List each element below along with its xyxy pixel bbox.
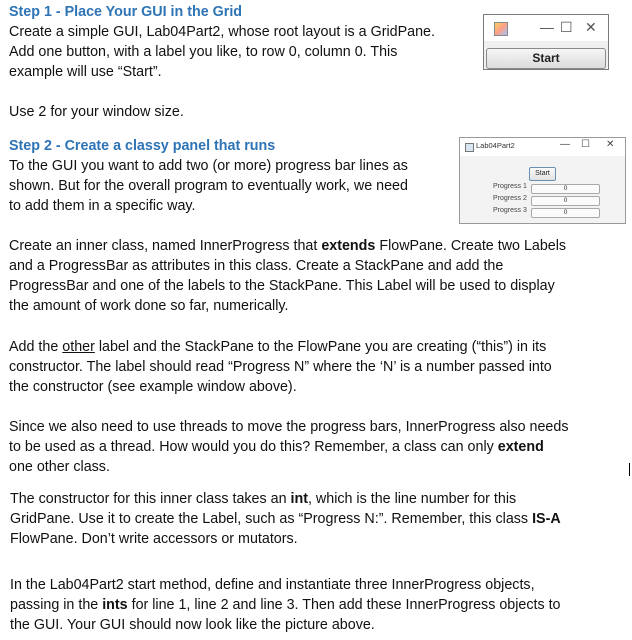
bold-text: ints (102, 597, 128, 614)
progress-label: Progress 1 (493, 183, 527, 190)
text-cursor (629, 463, 630, 476)
progress-label: Progress 2 (493, 195, 527, 202)
app-icon (494, 22, 508, 36)
step2-section (9, 136, 408, 216)
step1-line-2: Add one button, with a label you like, to row 0, column 0. This (9, 44, 398, 61)
bold-text: extends (321, 238, 376, 254)
step2-line-2: shown. But for the overall program to eventually work, we need (9, 178, 408, 195)
close-icon: ✕ (585, 19, 597, 35)
window-size-note (9, 102, 184, 122)
window-title: Lab04Part2 (476, 141, 515, 150)
progress-bar (531, 196, 600, 206)
progress-label: Progress 3 (493, 207, 527, 214)
example-window-progress (459, 137, 626, 224)
step2-line-3: to add them in a specific way. (9, 198, 196, 215)
window-titlebar (460, 138, 625, 156)
example-window-start (483, 14, 609, 70)
paragraph-line (9, 236, 566, 256)
paragraph-line: the constructor (see example window above). (9, 379, 297, 396)
paragraph-line: and a ProgressBar as attributes in this class. Create a StackPane and add the (9, 258, 504, 275)
text-run: Add the (9, 339, 63, 355)
paragraph-line: Since we also need to use threads to move the progress bars, InnerProgress also needs (9, 419, 569, 435)
window-titlebar (484, 15, 608, 41)
paragraph-constructor (10, 489, 561, 549)
paragraph-line: FlowPane. Don’t write accessors or mutators. (10, 531, 298, 548)
text-run: Create an inner class, named InnerProgress that (9, 238, 322, 254)
close-icon: ✕ (606, 139, 615, 150)
minimize-icon: — (540, 19, 554, 35)
paragraph-line (10, 595, 561, 615)
paragraph-threads (9, 417, 568, 477)
paragraph-line (9, 337, 552, 357)
paragraph-line (10, 509, 561, 529)
minimize-icon: — (560, 139, 570, 150)
start-button: Start (486, 48, 606, 69)
text-run: FlowPane. Create two Labels (375, 238, 567, 254)
start-button: Start (529, 167, 556, 181)
underlined-text: other (62, 339, 95, 355)
step2-line-1: To the GUI you want to add two (or more) progress bar lines as (9, 158, 408, 175)
step1-line-1: Create a simple GUI, Lab04Part2, whose root layout is a GridPane. (9, 24, 435, 41)
text-run: to be used as a thread. How would you do this? Remember, a class can only (9, 439, 498, 456)
window-size-text: Use 2 for your window size. (9, 104, 184, 120)
progress-value: 0 (563, 197, 568, 204)
maximize-icon: ☐ (581, 139, 590, 150)
app-icon (465, 143, 474, 152)
step2-heading: Step 2 - Create a classy panel that runs (9, 138, 276, 154)
bold-text: int (290, 491, 308, 507)
progress-value: 0 (563, 185, 568, 192)
maximize-icon: ☐ (560, 19, 573, 35)
progress-bar (531, 184, 600, 194)
text-run: label and the StackPane to the FlowPane you are creating (“this”) in its (94, 339, 547, 355)
step1-line-3: example will use “Start”. (9, 64, 162, 81)
paragraph-line: constructor. The label should read “Progress N” where the ‘N’ is a number passed into (9, 359, 552, 376)
paragraph-inner-class (9, 236, 566, 316)
progress-bar (531, 208, 600, 218)
text-run: The constructor for this inner class takes an (10, 491, 291, 507)
paragraph-line: the amount of work done so far, numerically. (9, 298, 289, 315)
paragraph-line: one other class. (9, 459, 110, 476)
step1-section (9, 2, 435, 82)
paragraph-start-method (10, 575, 561, 635)
text-run: , which is the line number for this (307, 491, 517, 507)
paragraph-line: ProgressBar and one of the labels to the StackPane. This Label will be used to display (9, 278, 555, 295)
text-run: GridPane. Use it to create the Label, such as “Progress N:”. Remember, this class (10, 511, 533, 528)
progress-value: 0 (563, 209, 568, 216)
bold-text: extend (497, 439, 544, 456)
paragraph-line (10, 489, 561, 509)
text-run: passing in the (10, 597, 103, 614)
paragraph-other-label (9, 337, 552, 397)
bold-text: IS-A (532, 511, 561, 528)
paragraph-line (9, 437, 568, 457)
paragraph-line: In the Lab04Part2 start method, define and instantiate three InnerProgress objects, (10, 577, 535, 593)
paragraph-line: the GUI. Your GUI should now look like the picture above. (10, 617, 375, 634)
step1-heading: Step 1 - Place Your GUI in the Grid (9, 4, 243, 20)
text-run: for line 1, line 2 and line 3. Then add these InnerProgress objects to (127, 597, 561, 614)
